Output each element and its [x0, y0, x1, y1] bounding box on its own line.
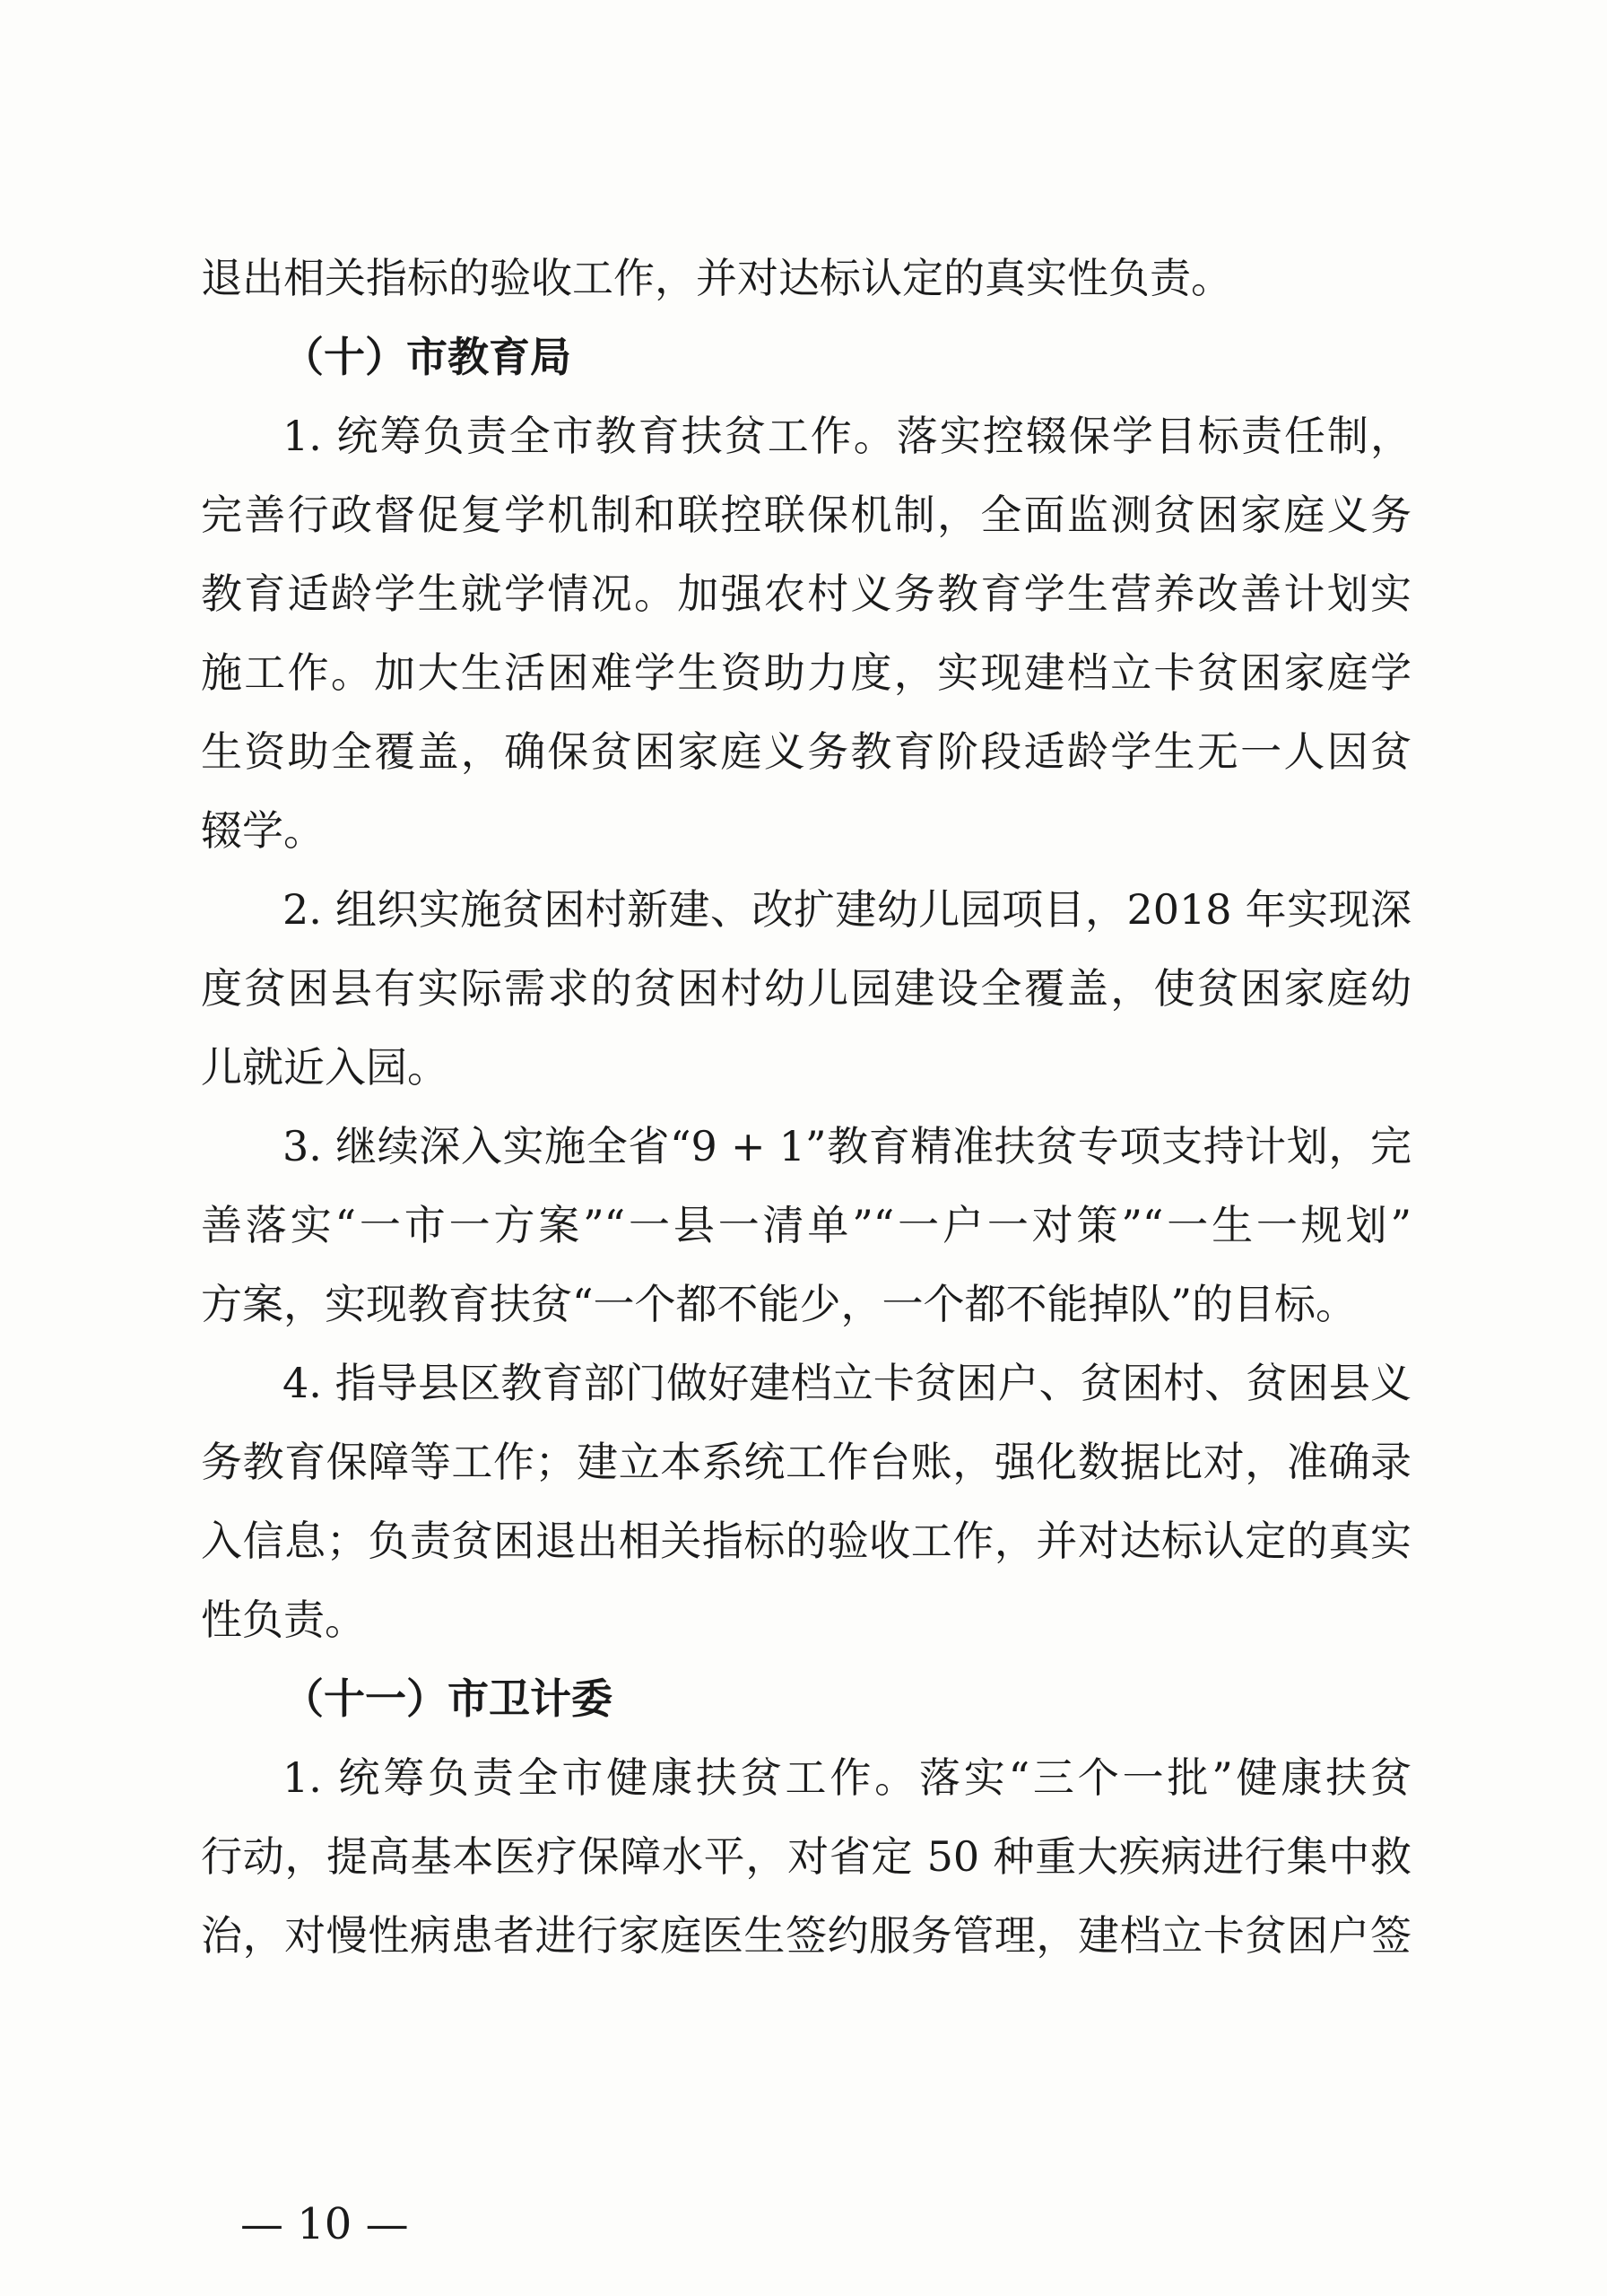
body-line: 度贫困县有实际需求的贫困村幼儿园建设全覆盖，使贫困家庭幼 — [201, 964, 1412, 1013]
body-line: 性负责。 — [201, 1596, 366, 1644]
body-line: 辍学。 — [201, 806, 325, 855]
body-line: 儿就近入园。 — [201, 1043, 448, 1091]
body-line: 4. 指导县区教育部门做好建档立卡贫困户、贫困村、贫困县义 — [282, 1359, 1412, 1407]
body-line: 1. 统筹负责全市教育扶贫工作。落实控辍保学目标责任制， — [282, 412, 1412, 460]
section-heading: （十）市教育局 — [282, 333, 571, 381]
body-line: 退出相关指标的验收工作，并对达标认定的真实性负责。 — [201, 254, 1232, 302]
body-line: 治，对慢性病患者进行家庭医生签约服务管理，建档立卡贫困户签 — [201, 1911, 1412, 1960]
page-number: — 10 — — [240, 2199, 409, 2249]
body-line: 2. 组织实施贫困村新建、改扩建幼儿园项目，2018 年实现深 — [282, 885, 1412, 934]
body-line: 入信息；负责贫困退出相关指标的验收工作，并对达标认定的真实 — [201, 1517, 1412, 1565]
body-line: 务教育保障等工作；建立本系统工作台账，强化数据比对，准确录 — [201, 1438, 1412, 1486]
body-line: 教育适龄学生就学情况。加强农村义务教育学生营养改善计划实 — [201, 570, 1412, 618]
section-heading: （十一）市卫计委 — [282, 1674, 612, 1723]
body-line: 善落实“一市一方案”“一县一清单”“一户一对策”“一生一规划” — [201, 1201, 1412, 1249]
body-line: 完善行政督促复学机制和联控联保机制，全面监测贫困家庭义务 — [201, 491, 1412, 539]
body-line: 生资助全覆盖，确保贫困家庭义务教育阶段适龄学生无一人因贫 — [201, 727, 1412, 776]
body-line: 3. 继续深入实施全省“9 + 1”教育精准扶贫专项支持计划，完 — [282, 1122, 1412, 1170]
body-line: 1. 统筹负责全市健康扶贫工作。落实“三个一批”健康扶贫 — [282, 1753, 1412, 1802]
body-line: 方案，实现教育扶贫“一个都不能少，一个都不能掉队”的目标。 — [201, 1280, 1358, 1328]
body-line: 施工作。加大生活困难学生资助力度，实现建档立卡贫困家庭学 — [201, 648, 1412, 697]
body-line: 行动，提高基本医疗保障水平，对省定 50 种重大疾病进行集中救 — [201, 1832, 1412, 1881]
